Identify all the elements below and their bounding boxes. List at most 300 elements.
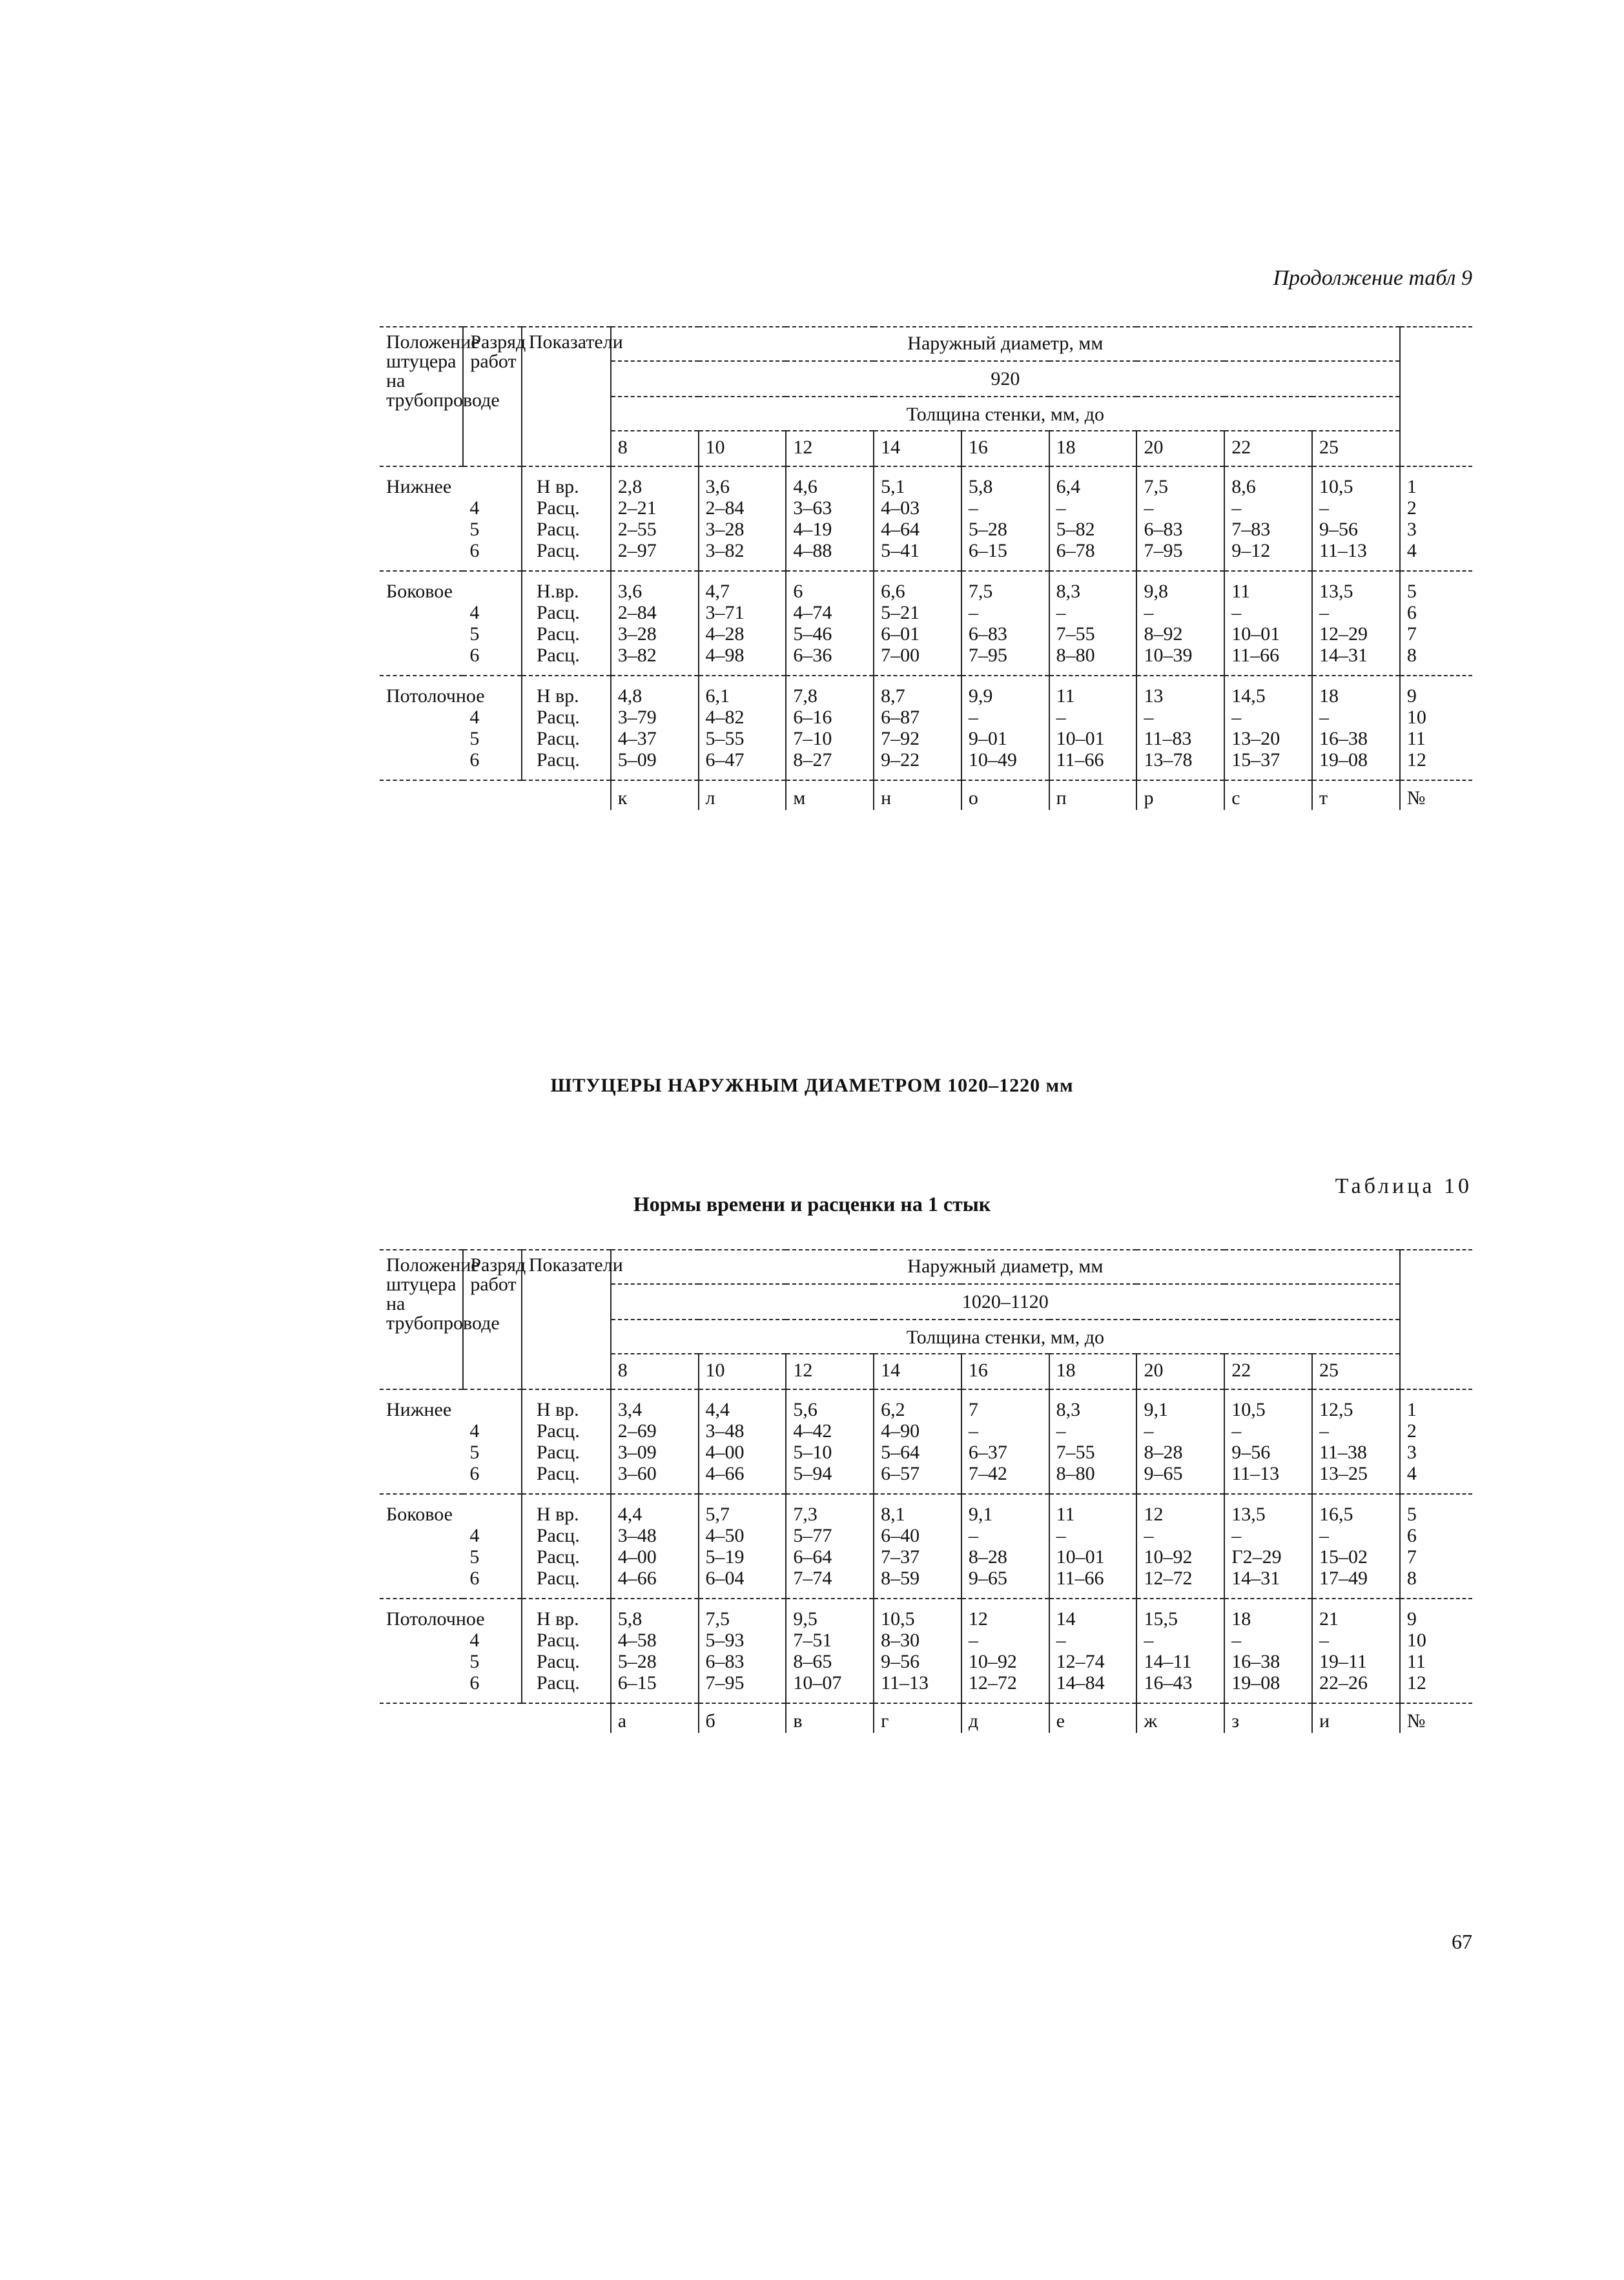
cell-value: – xyxy=(968,602,978,623)
cell-value: 3–09 xyxy=(617,1442,657,1463)
cell-value: – xyxy=(1144,1525,1154,1546)
value-cell xyxy=(874,571,961,676)
row-number: 8 xyxy=(1406,645,1417,666)
value-cell xyxy=(786,466,874,571)
cell-value: – xyxy=(1144,707,1154,728)
thickness-value: 16 xyxy=(961,1354,1049,1389)
cell-value: 5,6 xyxy=(793,1399,817,1420)
cell-value: 12–74 xyxy=(1056,1651,1105,1672)
row-number: 10 xyxy=(1406,1630,1426,1651)
row-numbers xyxy=(1400,571,1472,676)
cell-value: 4–00 xyxy=(705,1442,745,1463)
cell-value: 9,8 xyxy=(1144,581,1168,602)
grade-value xyxy=(469,1399,515,1420)
cell-value: 9–65 xyxy=(1144,1463,1183,1484)
cell-value: 6–83 xyxy=(1144,519,1183,540)
value-cell xyxy=(611,676,699,780)
thickness-value: 8 xyxy=(611,1354,699,1389)
cell-value: 3,4 xyxy=(617,1399,642,1420)
grade-value: 6 xyxy=(469,749,480,771)
cell-value: – xyxy=(968,1525,978,1546)
cell-value: 6–83 xyxy=(705,1651,745,1672)
cell-value: 11–13 xyxy=(1319,540,1367,561)
cell-value: 13,5 xyxy=(1319,581,1353,602)
column-letters-row xyxy=(380,780,1472,810)
cell-value: 7,5 xyxy=(1144,476,1168,497)
value-cell xyxy=(1312,1599,1400,1703)
row-number: 12 xyxy=(1406,1672,1426,1694)
cell-value: 8,3 xyxy=(1056,1399,1081,1420)
indicator-label: Расц. xyxy=(536,707,580,728)
value-cell xyxy=(1312,676,1400,780)
cell-value: 11–66 xyxy=(1056,749,1104,771)
cell-value: 5,8 xyxy=(617,1608,642,1630)
cell-value: 7 xyxy=(968,1399,978,1420)
cell-value: – xyxy=(1144,497,1154,519)
thickness-value: 18 xyxy=(1049,431,1137,466)
cell-value: 12,5 xyxy=(1319,1399,1353,1420)
row-position: Потолочное xyxy=(380,676,463,780)
cell-value: 8–92 xyxy=(1144,623,1183,645)
cell-value: 5–82 xyxy=(1056,519,1095,540)
cell-value: 16,5 xyxy=(1319,1504,1353,1525)
thickness-value: 18 xyxy=(1049,1354,1137,1389)
grade-value: 5 xyxy=(469,728,480,749)
value-cell xyxy=(961,1389,1049,1494)
cell-value: 2–84 xyxy=(705,497,745,519)
cell-value: 5–21 xyxy=(881,602,920,623)
cell-value: 4–88 xyxy=(793,540,832,561)
cell-value: 5–28 xyxy=(617,1651,657,1672)
grade-value: 5 xyxy=(469,623,480,645)
cell-value: 7–95 xyxy=(1144,540,1183,561)
row-numbers xyxy=(1400,466,1472,571)
cell-value: 3–48 xyxy=(617,1525,657,1546)
value-cell xyxy=(699,676,786,780)
cell-value: 8–80 xyxy=(1056,645,1095,666)
thickness-value: 20 xyxy=(1136,431,1224,466)
row-number: 7 xyxy=(1406,623,1417,645)
cell-value: 10,5 xyxy=(1319,476,1353,497)
cell-value: 4–50 xyxy=(705,1525,745,1546)
indicator-label: Расц. xyxy=(536,728,580,749)
cell-value: – xyxy=(1144,1420,1154,1442)
value-cell xyxy=(1049,1494,1137,1599)
cell-value: 9–56 xyxy=(1231,1442,1271,1463)
cell-value: 5–19 xyxy=(705,1546,745,1568)
indicator-label: Расц. xyxy=(536,1463,580,1484)
row-indicators xyxy=(522,466,611,571)
cell-value: 18 xyxy=(1231,1608,1251,1630)
cell-value: – xyxy=(1056,1420,1066,1442)
column-letter: а xyxy=(611,1703,699,1733)
column-letter: р xyxy=(1136,780,1224,810)
cell-value: 14–31 xyxy=(1319,645,1368,666)
cell-value: 19–11 xyxy=(1319,1651,1367,1672)
cell-value: 5–41 xyxy=(881,540,920,561)
cell-value: 10–01 xyxy=(1231,623,1280,645)
column-letter: л xyxy=(699,780,786,810)
cell-value: 12–72 xyxy=(1144,1568,1193,1589)
thickness-value: 14 xyxy=(874,431,961,466)
value-cell xyxy=(1136,1389,1224,1494)
cell-value: 11–13 xyxy=(1231,1463,1280,1484)
cell-value: – xyxy=(1231,707,1242,728)
row-grades xyxy=(463,466,522,571)
column-letter: д xyxy=(961,1703,1049,1733)
cell-value: 9–56 xyxy=(1319,519,1359,540)
cell-value: 6–15 xyxy=(617,1672,657,1694)
row-number: 9 xyxy=(1406,685,1417,707)
row-position: Боковое xyxy=(380,1494,463,1599)
value-cell xyxy=(1136,676,1224,780)
cell-value: 4,6 xyxy=(793,476,817,497)
cell-value: 12–29 xyxy=(1319,623,1368,645)
cell-value: 5–28 xyxy=(968,519,1007,540)
cell-value: 5,7 xyxy=(705,1504,730,1525)
cell-value: 4–37 xyxy=(617,728,657,749)
cell-value: 4–42 xyxy=(793,1420,832,1442)
grade-value: 4 xyxy=(469,1420,480,1442)
cell-value: 19–08 xyxy=(1319,749,1368,771)
indicator-label: Н вр. xyxy=(536,685,579,707)
row-number: 9 xyxy=(1406,1608,1417,1630)
value-cell xyxy=(1312,466,1400,571)
value-cell xyxy=(1049,1389,1137,1494)
value-cell xyxy=(1049,466,1137,571)
row-indicators xyxy=(522,1494,611,1599)
cell-value: 4–66 xyxy=(617,1568,657,1589)
table-subtitle: Нормы времени и расценки на 1 стык xyxy=(633,1192,991,1216)
cell-value: – xyxy=(1319,497,1330,519)
value-cell xyxy=(961,1494,1049,1599)
column-letter: т xyxy=(1312,780,1400,810)
grade-value: 6 xyxy=(469,540,480,561)
cell-value: 8–28 xyxy=(1144,1442,1183,1463)
cell-value: 5–10 xyxy=(793,1442,832,1463)
cell-value: 3–79 xyxy=(617,707,657,728)
value-cell xyxy=(1224,466,1312,571)
value-cell xyxy=(699,571,786,676)
cell-value: 9,9 xyxy=(968,685,993,707)
cell-value: 4–58 xyxy=(617,1630,657,1651)
header-number-spacer xyxy=(1400,1250,1472,1389)
row-number: 6 xyxy=(1406,602,1417,623)
thickness-value: 10 xyxy=(699,431,786,466)
column-letter: в xyxy=(786,1703,874,1733)
header-outer-diameter: Наружный диаметр, мм xyxy=(611,1250,1400,1284)
cell-value: – xyxy=(968,1420,978,1442)
column-letter: б xyxy=(699,1703,786,1733)
table-row xyxy=(380,571,1472,676)
cell-value: 15,5 xyxy=(1144,1608,1178,1630)
cell-value: 11–38 xyxy=(1319,1442,1367,1463)
cell-value: 8–28 xyxy=(968,1546,1007,1568)
grade-value: 6 xyxy=(469,1568,480,1589)
cell-value: – xyxy=(1056,707,1066,728)
value-cell xyxy=(786,1599,874,1703)
value-cell xyxy=(874,1599,961,1703)
cell-value: 5–09 xyxy=(617,749,657,771)
indicator-label: Расц. xyxy=(536,645,580,666)
column-letter: ж xyxy=(1136,1703,1224,1733)
cell-value: 6–78 xyxy=(1056,540,1095,561)
table-row xyxy=(380,1494,1472,1599)
value-cell xyxy=(611,466,699,571)
cell-value: 7–83 xyxy=(1231,519,1271,540)
cell-value: 3–71 xyxy=(705,602,745,623)
cell-value: 8–65 xyxy=(793,1651,832,1672)
row-number: 5 xyxy=(1406,1504,1417,1525)
grade-value: 6 xyxy=(469,1672,480,1694)
cell-value: 10,5 xyxy=(1231,1399,1266,1420)
thickness-value: 12 xyxy=(786,1354,874,1389)
header-number-spacer xyxy=(1400,327,1472,466)
row-position: Потолочное xyxy=(380,1599,463,1703)
cell-value: 3–48 xyxy=(705,1420,745,1442)
cell-value: 6,2 xyxy=(881,1399,905,1420)
cell-value: 14,5 xyxy=(1231,685,1266,707)
indicator-label: Расц. xyxy=(536,1420,580,1442)
cell-value: – xyxy=(1056,1525,1066,1546)
indicator-label: Расц. xyxy=(536,1630,580,1651)
cell-value: – xyxy=(1319,602,1330,623)
grade-value: 6 xyxy=(469,1463,480,1484)
thickness-value: 22 xyxy=(1224,1354,1312,1389)
cell-value: 8,3 xyxy=(1056,581,1081,602)
cell-value: 10–39 xyxy=(1144,645,1193,666)
cell-value: 6–36 xyxy=(793,645,832,666)
cell-value: 7–55 xyxy=(1056,623,1095,645)
indicator-label: Расц. xyxy=(536,540,580,561)
indicator-label: Расц. xyxy=(536,1442,580,1463)
value-cell xyxy=(874,1494,961,1599)
thickness-value: 12 xyxy=(786,431,874,466)
value-cell xyxy=(961,1599,1049,1703)
indicator-label: Н.вр. xyxy=(536,581,579,602)
table-row xyxy=(380,1389,1472,1494)
header-row xyxy=(380,1250,1472,1284)
value-cell xyxy=(1224,1494,1312,1599)
cell-value: 7–74 xyxy=(793,1568,832,1589)
value-cell xyxy=(874,676,961,780)
row-indicators xyxy=(522,1389,611,1494)
cell-value: 5–64 xyxy=(881,1442,920,1463)
cell-value: 9–22 xyxy=(881,749,920,771)
cell-value: – xyxy=(968,497,978,519)
value-cell xyxy=(611,571,699,676)
row-number: 4 xyxy=(1406,1463,1417,1484)
letters-spacer xyxy=(380,780,611,810)
value-cell xyxy=(611,1389,699,1494)
value-cell xyxy=(1312,1494,1400,1599)
cell-value: 6–37 xyxy=(968,1442,1007,1463)
cell-value: 12 xyxy=(1144,1504,1164,1525)
cell-value: 16–43 xyxy=(1144,1672,1193,1694)
cell-value: 4–28 xyxy=(705,623,745,645)
cell-value: 6–83 xyxy=(968,623,1007,645)
row-position: Нижнее xyxy=(380,1389,463,1494)
section-heading: ШТУЦЕРЫ НАРУЖНЫМ ДИАМЕТРОМ 1020–1220 мм xyxy=(550,1075,1074,1096)
cell-value: 4,7 xyxy=(705,581,730,602)
indicator-label: Расц. xyxy=(536,1672,580,1694)
cell-value: 9–56 xyxy=(881,1651,920,1672)
cell-value: 3–82 xyxy=(617,645,657,666)
row-numbers xyxy=(1400,1599,1472,1703)
cell-value: – xyxy=(1144,1630,1154,1651)
row-number: 4 xyxy=(1406,540,1417,561)
grade-value xyxy=(469,476,515,497)
cell-value: 6,4 xyxy=(1056,476,1081,497)
value-cell xyxy=(961,571,1049,676)
cell-value: – xyxy=(1231,602,1242,623)
header-position: Положение штуцера на трубопроводе xyxy=(380,1250,463,1389)
cell-value: 6 xyxy=(793,581,803,602)
cell-value: 9–12 xyxy=(1231,540,1271,561)
row-numbers xyxy=(1400,1494,1472,1599)
cell-value: 11–66 xyxy=(1056,1568,1104,1589)
cell-value: 11 xyxy=(1231,581,1251,602)
indicator-label: Расц. xyxy=(536,1546,580,1568)
cell-value: 7–00 xyxy=(881,645,920,666)
indicator-label: Расц. xyxy=(536,497,580,519)
value-cell xyxy=(961,676,1049,780)
cell-value: 6–04 xyxy=(705,1568,745,1589)
header-indicators: Показатели xyxy=(522,1250,611,1389)
value-cell xyxy=(874,466,961,571)
row-number: 11 xyxy=(1406,728,1426,749)
column-letter: з xyxy=(1224,1703,1312,1733)
header-indicators: Показатели xyxy=(522,327,611,466)
header-diameter-value: 920 xyxy=(611,361,1400,397)
cell-value: 21 xyxy=(1319,1608,1339,1630)
column-letter: п xyxy=(1049,780,1137,810)
cell-value: – xyxy=(968,1630,978,1651)
cell-value: 7–92 xyxy=(881,728,920,749)
thickness-value: 16 xyxy=(961,431,1049,466)
row-number: 8 xyxy=(1406,1568,1417,1589)
cell-value: – xyxy=(1231,1525,1242,1546)
cell-value: 10–92 xyxy=(1144,1546,1193,1568)
cell-value: 3–63 xyxy=(793,497,832,519)
cell-value: 11–66 xyxy=(1231,645,1280,666)
row-number: 6 xyxy=(1406,1525,1417,1546)
cell-value: 5–55 xyxy=(705,728,745,749)
value-cell xyxy=(1049,676,1137,780)
cell-value: 18 xyxy=(1319,685,1339,707)
cell-value: 5,1 xyxy=(881,476,905,497)
indicator-label: Расц. xyxy=(536,519,580,540)
row-number: 2 xyxy=(1406,497,1417,519)
grade-value: 5 xyxy=(469,1442,480,1463)
indicator-label: Н вр. xyxy=(536,476,579,497)
grade-value: 4 xyxy=(469,1630,480,1651)
cell-value: 4–98 xyxy=(705,645,745,666)
page-number: 67 xyxy=(1452,1930,1472,1953)
row-grades xyxy=(463,676,522,780)
cell-value: 11 xyxy=(1056,1504,1075,1525)
cell-value: 16–38 xyxy=(1319,728,1368,749)
cell-value: – xyxy=(1231,1420,1242,1442)
indicator-label: Расц. xyxy=(536,749,580,771)
thickness-value: 25 xyxy=(1312,1354,1400,1389)
value-cell xyxy=(699,1599,786,1703)
value-cell xyxy=(611,1494,699,1599)
cell-value: 13–78 xyxy=(1144,749,1193,771)
cell-value: 16–38 xyxy=(1231,1651,1280,1672)
cell-value: 4,4 xyxy=(617,1504,642,1525)
row-grades xyxy=(463,571,522,676)
cell-value: 10–01 xyxy=(1056,728,1105,749)
value-cell xyxy=(1224,1389,1312,1494)
thickness-value: 10 xyxy=(699,1354,786,1389)
grade-value: 6 xyxy=(469,645,480,666)
row-number: 3 xyxy=(1406,1442,1417,1463)
cell-value: 19–08 xyxy=(1231,1672,1280,1694)
cell-value: 2–69 xyxy=(617,1420,657,1442)
row-numbers xyxy=(1400,676,1472,780)
row-number: 10 xyxy=(1406,707,1426,728)
cell-value: 11–13 xyxy=(881,1672,929,1694)
continuation-note: Продолжение табл 9 xyxy=(1273,266,1472,290)
column-letter: е xyxy=(1049,1703,1137,1733)
cell-value: 22–26 xyxy=(1319,1672,1368,1694)
cell-value: 13–25 xyxy=(1319,1463,1368,1484)
cell-value: 3,6 xyxy=(617,581,642,602)
table-number: Таблица 10 xyxy=(1335,1174,1472,1198)
cell-value: 9,1 xyxy=(1144,1399,1168,1420)
cell-value: 5–94 xyxy=(793,1463,832,1484)
value-cell xyxy=(611,1599,699,1703)
row-number: 2 xyxy=(1406,1420,1417,1442)
table-row xyxy=(380,1599,1472,1703)
letters-spacer xyxy=(380,1703,611,1733)
cell-value: 8,1 xyxy=(881,1504,905,1525)
column-letter: г xyxy=(874,1703,961,1733)
row-number: 12 xyxy=(1406,749,1426,771)
grade-value xyxy=(469,581,515,602)
cell-value: 14–31 xyxy=(1231,1568,1280,1589)
cell-value: 10–07 xyxy=(793,1672,842,1694)
cell-value: 5,8 xyxy=(968,476,993,497)
cell-value: 4–03 xyxy=(881,497,920,519)
cell-value: 11–83 xyxy=(1144,728,1192,749)
cell-value: – xyxy=(1056,602,1066,623)
row-grades xyxy=(463,1494,522,1599)
row-indicators xyxy=(522,1599,611,1703)
norms-table-1020-1120 xyxy=(380,1249,1472,1733)
value-cell xyxy=(1136,571,1224,676)
value-cell xyxy=(699,1389,786,1494)
cell-value: 5–93 xyxy=(705,1630,745,1651)
table-row xyxy=(380,676,1472,780)
cell-value: – xyxy=(1144,602,1154,623)
cell-value: 8,6 xyxy=(1231,476,1256,497)
cell-value: 6–47 xyxy=(705,749,745,771)
column-letter: м xyxy=(786,780,874,810)
cell-value: 8,7 xyxy=(881,685,905,707)
value-cell xyxy=(786,1389,874,1494)
cell-value: 3–28 xyxy=(617,623,657,645)
cell-value: 7,5 xyxy=(968,581,993,602)
cell-value: 3–60 xyxy=(617,1463,657,1484)
row-indicators xyxy=(522,676,611,780)
cell-value: 10–92 xyxy=(968,1651,1017,1672)
value-cell xyxy=(1136,1494,1224,1599)
cell-value: 13–20 xyxy=(1231,728,1280,749)
cell-value: 14–11 xyxy=(1144,1651,1192,1672)
cell-value: 4–82 xyxy=(705,707,745,728)
